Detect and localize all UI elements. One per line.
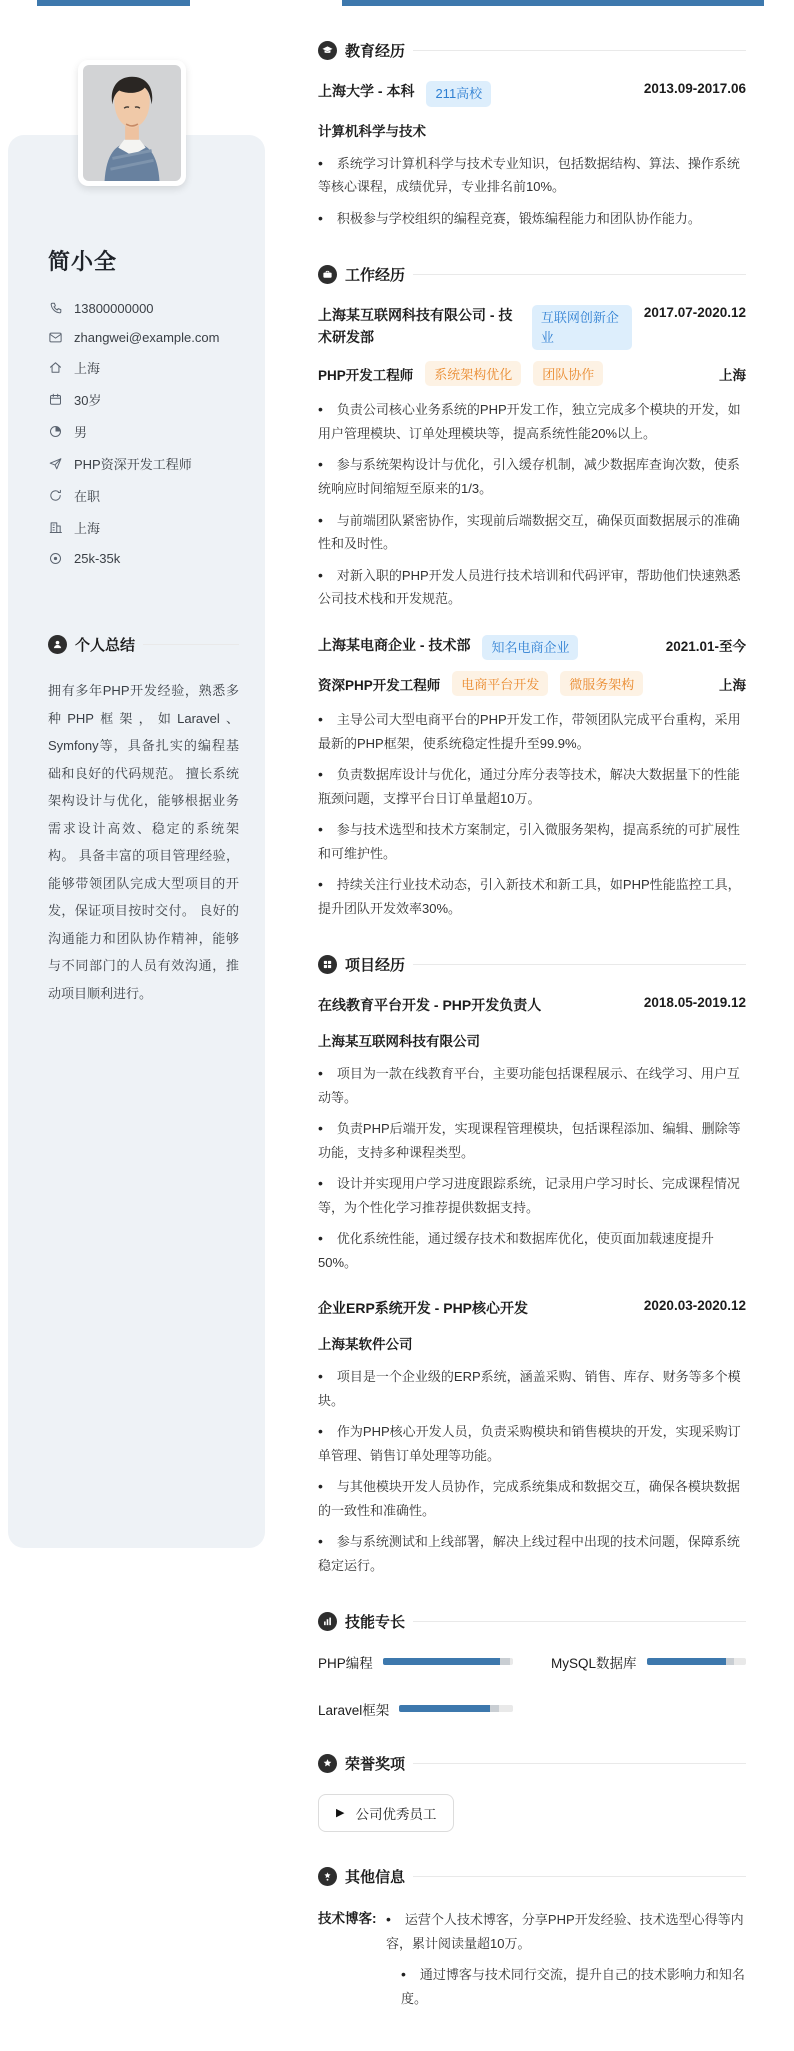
honor-label: 公司优秀员工 [355,1806,437,1822]
bullet-item: • 与前端团队紧密协作，实现前后端数据交互，确保页面数据展示的准确性和及时性。 [318,508,746,556]
section-divider [413,274,746,275]
contact-phone: 13800000000 [74,300,154,316]
bullet-item: • 参与系统架构设计与优化，引入缓存机制，减少数据库查询次数，使系统响应时间缩短至原来的1/3。 [318,452,746,500]
other-label: 技术博客: [318,1910,377,1926]
resume-main [318,40,746,2051]
projects-section [318,954,746,1577]
skills-title: 技能专长 [345,1613,406,1631]
bullet-item: • 系统学习计算机科学与技术专业知识，包括数据结构、算法、操作系统等核心课程，成绩优异，专业排名前10%。 [318,151,746,199]
skill-label: PHP编程 [318,1655,373,1671]
skill-bar-fill [383,1658,500,1665]
project-entry-head [318,1298,746,1320]
skills-grid [318,1652,746,1719]
role-name: PHP开发工程师 [318,367,414,383]
work-role-row [318,361,746,386]
education-entry [318,81,746,230]
education-title: 教育经历 [345,43,406,60]
project-date: 2020.03-2020.12 [643,1298,746,1313]
award-icon [318,1754,337,1773]
project-date: 2018.05-2019.12 [643,995,746,1011]
project-bullets [318,1061,746,1274]
bullet-item: • 与其他模块开发人员协作，完成系统集成和数据交互，确保各模块数据的一致性和准确性。 [318,1474,746,1522]
contact-row-home [48,358,239,377]
bar-chart-icon [318,1612,337,1631]
role-tag: 微服务架构 [560,671,643,696]
company-badge: 知名电商企业 [482,635,578,661]
age-icon [48,392,63,407]
contact-salary: 25k-35k [74,550,121,566]
skill-bar-buffer [500,1658,510,1665]
project-bullets [318,1364,746,1577]
bullet-item: • 主导公司大型电商平台的PHP开发工作，带领团队完成平台重构，采用最新的PHP框架，使系统稳定性提升至99.9%。 [318,707,746,755]
contact-row-age [48,390,239,409]
profile-photo-image [83,65,181,181]
bullet-item: • 负责PHP后端开发，实现课程管理模块，包括课程添加、编辑、删除等功能，支持多种课程类型。 [318,1116,746,1164]
profile-photo [78,60,186,186]
bullet-item: • 积极参与学校组织的编程竞赛，锻炼编程能力和团队协作能力。 [318,206,746,231]
bullet-item: • 对新入职的PHP开发人员进行技术培训和代码评审，帮助他们快速熟悉公司技术栈和开发规范。 [318,563,746,611]
company-name: 上海某电商企业 - 技术部 [318,636,471,653]
skill-row-mysql [551,1652,746,1672]
other-row [318,1907,746,2017]
work-entry-head [318,305,746,350]
bullet-item: • 持续关注行业技术动态，引入新技术和新工具，如PHP性能监控工具，提升团队开发效率30%。 [318,872,746,920]
role-tag: 电商平台开发 [452,671,548,696]
education-entry-head [318,81,746,107]
work-section-head [318,264,746,285]
project-entry-head [318,995,746,1017]
bullet-item: • 作为PHP核心开发人员，负责采购模块和销售模块的开发，实现采购订单管理、销售订单处理等功能。 [318,1419,746,1467]
bullet-item: • 参与技术选型和技术方案制定，引入微服务架构，提高系统的可扩展性和可维护性。 [318,817,746,865]
projects-title: 项目经历 [345,957,406,975]
work-title: 工作经历 [345,267,406,285]
gender-icon [48,424,63,439]
section-divider [413,50,746,51]
bullet-item: • 通过博客与技术同行交流，提升自己的技术影响力和知名度。 [401,1962,746,2010]
skills-section [318,1611,746,1719]
contact-row-salary [48,550,239,566]
work-location: 上海 [719,367,746,383]
project-name: 在线教育平台开发 - PHP开发负责人 [318,997,542,1014]
skill-bar-fill [647,1658,727,1665]
project-entry-1 [318,995,746,1274]
work-entry-1 [318,305,746,610]
section-divider [413,1763,746,1764]
section-divider [413,964,746,965]
contact-job-title: PHP资深开发工程师 [74,457,192,472]
summary-section [48,634,239,1008]
skill-bar-buffer [490,1705,499,1712]
skill-label: Laravel框架 [318,1702,390,1718]
role-tag: 团队协作 [533,361,603,386]
company-badge: 互联网创新企业 [532,305,632,350]
bullet-item: • 参与系统测试和上线部署，解决上线过程中出现的技术问题，保障系统稳定运行。 [318,1529,746,1577]
contact-status: 在职 [74,489,101,504]
work-role-row [318,671,746,696]
contact-email: zhangwei@example.com [74,329,220,345]
skills-section-head [318,1611,746,1632]
honors-section [318,1753,746,1832]
project-company: 上海某软件公司 [318,1336,413,1352]
phone-icon [48,301,63,316]
grid-icon [318,955,337,974]
bullet-item: • 负责数据库设计与优化，通过分库分表等技术，解决大数据量下的性能瓶颈问题，支撑平台日订单量超10万。 [318,762,746,810]
contact-row-job-title [48,454,239,473]
education-section [318,40,746,230]
play-triangle-icon: ▶ [336,1807,345,1820]
education-section-head [318,40,746,61]
person-name: 简小全 [48,249,118,274]
skill-label: MySQL数据库 [551,1655,637,1671]
other-section [318,1866,746,2017]
contact-row-email [48,329,239,345]
graduation-cap-icon [318,41,337,60]
info-badge-icon [318,1867,337,1886]
summary-section-head [48,634,239,655]
honors-title: 荣誉奖项 [345,1755,406,1773]
work-location: 上海 [719,677,746,693]
home-icon [48,360,63,375]
accent-bar-right [342,0,764,6]
bullet-item: • 项目为一款在线教育平台，主要功能包括课程展示、在线学习、用户互动等。 [318,1061,746,1109]
accent-bar-left [37,0,190,6]
honor-chip[interactable] [318,1794,454,1832]
other-bullets [386,1907,746,2017]
role-tag: 系统架构优化 [425,361,521,386]
work-bullets [318,707,746,920]
other-title: 其他信息 [345,1868,406,1886]
briefcase-icon [318,265,337,284]
contact-home-city: 上海 [74,361,101,376]
status-icon [48,488,63,503]
contact-age: 30岁 [74,393,102,408]
skill-bar [647,1658,746,1665]
skill-bar [399,1705,513,1712]
contact-city: 上海 [74,521,101,536]
work-date: 2017.07-2020.12 [643,305,746,321]
skill-row-laravel [318,1699,513,1719]
section-divider [143,644,239,645]
mail-icon [48,330,63,345]
city-icon [48,520,63,535]
contact-row-gender [48,422,239,441]
skill-row-php [318,1652,513,1672]
bullet-item: • 运营个人技术博客，分享PHP开发经验、技术选型心得等内容，累计阅读量超10万。 [386,1907,746,1955]
contact-list [48,300,239,566]
contact-gender: 男 [74,425,88,440]
summary-text: 拥有多年PHP开发经验，熟悉多种PHP框架，如Laravel、Symfony等，具备扎实的编程基础和良好的代码规范。 擅长系统架构设计与优化，能够根据业务需求设计高效、稳定的系统架构。 具备丰富的项目管理经验，能够带领团队完成大型项目的开发，保证项目按时交付。 良好的沟通能力和团队协作精神，能够与不同部门的人员有效沟通，推动项目顺利进行。 [48,683,239,1002]
school-degree: 上海大学 - 本科 [318,83,415,99]
major: 计算机科学与技术 [318,123,426,139]
education-date: 2013.09-2017.06 [643,81,746,96]
project-company: 上海某互联网科技有限公司 [318,1033,480,1049]
bullet-item: • 设计并实现用户学习进度跟踪系统，记录用户学习时长、完成课程情况等，为个性化学习推荐提供数据支持。 [318,1171,746,1219]
work-date: 2021.01-至今 [665,638,746,654]
skill-bar-buffer [726,1658,734,1665]
person-icon [48,635,67,654]
education-bullets [318,151,746,231]
skill-bar [383,1658,513,1665]
work-bullets [318,397,746,610]
honors-section-head [318,1753,746,1774]
contact-row-status [48,486,239,505]
school-badge: 211高校 [426,81,491,107]
bullet-item: • 优化系统性能，通过缓存技术和数据库优化，使页面加载速度提升50%。 [318,1226,746,1274]
section-divider [413,1621,746,1622]
work-entry-2 [318,635,746,921]
bullet-item: • 负责公司核心业务系统的PHP开发工作，独立完成多个模块的开发，如用户管理模块、订单处理模块等，提高系统性能20%以上。 [318,397,746,445]
work-entry-head [318,635,746,661]
skill-bar-fill [399,1705,490,1712]
other-section-head [318,1866,746,1887]
contact-row-city [48,518,239,537]
section-divider [413,1876,746,1877]
bullet-item: • 项目是一个企业级的ERP系统，涵盖采购、销售、库存、财务等多个模块。 [318,1364,746,1412]
role-name: 资深PHP开发工程师 [318,677,441,693]
project-name: 企业ERP系统开发 - PHP核心开发 [318,1300,529,1316]
company-name: 上海某互联网科技有限公司 - 技术研发部 [318,307,513,346]
contact-row-phone [48,300,239,316]
salary-icon [48,551,63,566]
job-title-icon [48,456,63,471]
summary-title: 个人总结 [75,637,136,654]
projects-section-head [318,954,746,975]
work-section [318,264,746,920]
sidebar [8,135,265,1008]
project-entry-2 [318,1298,746,1577]
